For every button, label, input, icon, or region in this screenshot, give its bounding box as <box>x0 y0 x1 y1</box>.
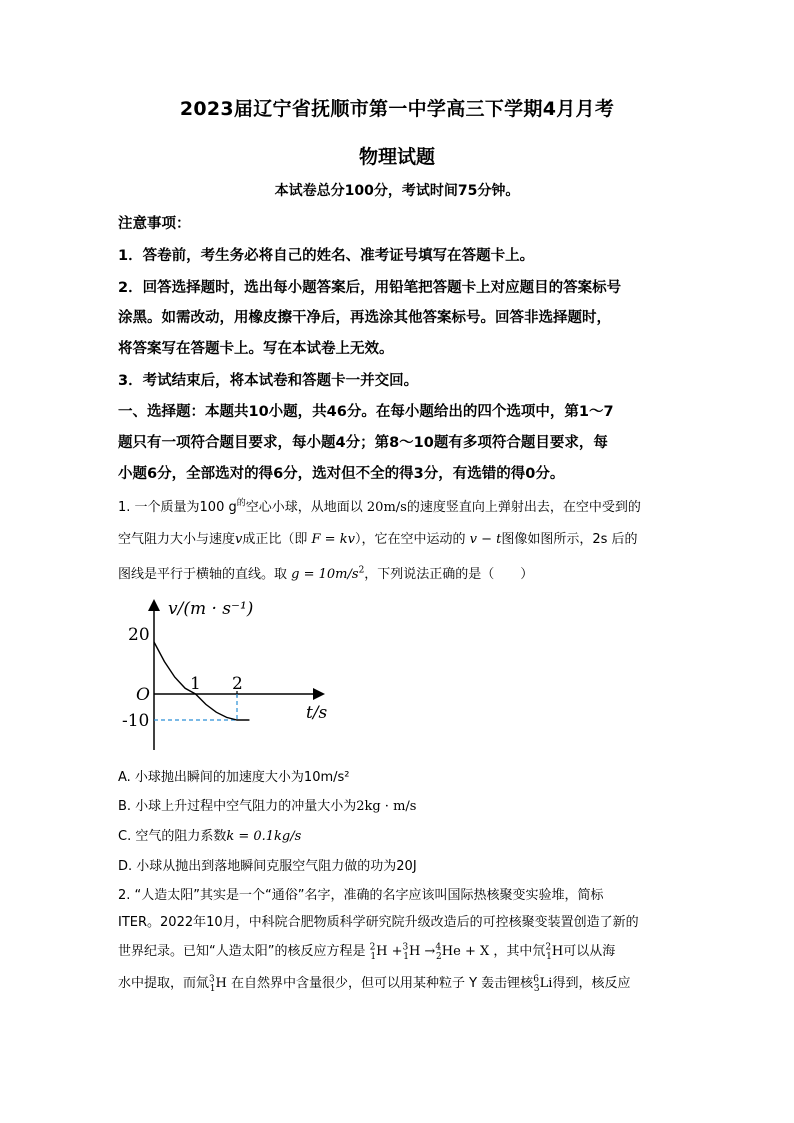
q2-line-1: 2. “人造太阳”其实是一个“通俗”名字，准确的名字应该叫国际热核聚变实验堆，简标 <box>118 888 604 903</box>
section1-line-1: 一、选择题：本题共10小题，共46分。在每小题给出的四个选项中，第1～7 <box>118 404 614 420</box>
notes-item-1: 1．答卷前，考生务必将自己的姓名、准考证号填写在答题卡上。 <box>118 248 535 264</box>
fusion-equation: $^2_1$H +$^3_1$H →$^4_2$He + X <box>369 942 490 962</box>
section1-line-2: 题只有一项符合题目要求，每小题4分；第8～10题有多项符合题目要求，每 <box>118 435 608 451</box>
origin-label: O <box>136 685 150 705</box>
section1-line-3: 小题6分，全部选对的得6分，选对但不全的得3分，有选错的得0分。 <box>118 466 565 482</box>
notes-item-2-line-2: 涂黑。如需改动，用橡皮擦干净后，再选涂其他答案标号。回答非选择题时， <box>118 310 611 326</box>
y-tick-label-neg10: -10 <box>122 711 150 731</box>
q1-option-a: A. 小球抛出瞬间的加速度大小为10m/s² <box>118 770 350 785</box>
exam-title: 2023届辽宁省抚顺市第一中学高三下学期4月月考 <box>179 98 615 120</box>
notes-item-2-line-3: 将答案写在答题卡上。写在本试卷上无效。 <box>118 341 394 357</box>
x-tick-label-1: 1 <box>190 674 201 694</box>
q1-line-2: 空气阻力大小与速度v成正比（即 F = kv），它在空中运动的 v − t图像如图所示，2s 后的 <box>118 532 638 547</box>
q1-line-3: 图线是平行于横轴的直线。取 $g = 10m/s^2$，下列说法正确的是（ ） <box>118 565 534 582</box>
y-tick-label-20: 20 <box>128 625 150 645</box>
notes-heading: 注意事项： <box>118 216 191 232</box>
exam-info: 本试卷总分100分，考试时间75分钟。 <box>274 183 520 199</box>
notes-item-3: 3．考试结束后，将本试卷和答题卡一并交回。 <box>118 373 419 389</box>
velocity-time-chart <box>110 590 350 760</box>
q1-option-b: B. 小球上升过程中空气阻力的冲量大小为2kg · m/s <box>118 799 417 814</box>
q1-line-1: 1. 一个质量为100 $g^的$空心小球，从地面以 20m/s的速度竖直向上弹射出去，在空中受到的 <box>118 498 641 515</box>
q2-line-4: 水中提取，而氚$^3_1$H 在自然界中含量很少，但可以用某种粒子 Y 轰击锂核$^6_3$Li得到，核反应 <box>118 974 631 994</box>
exam-subject: 物理试题 <box>358 146 435 168</box>
y-axis-label: v/(m · s⁻¹) <box>168 599 254 619</box>
q2-line-2: ITER。2022年10月，中科院合肥物质科学研究院升级改造后的可控核聚变装置创造了新的 <box>118 915 639 930</box>
x-axis-label: t/s <box>306 703 328 723</box>
q2-line-3: 世界纪录。已知“人造太阳”的核反应方程是 $^2_1$H +$^3_1$H →$^4_2$He + X ，其中氘$^2_1$H可以从海 <box>118 942 616 962</box>
q1-option-d: D. 小球从抛出到落地瞬间克服空气阻力做的功为20J <box>118 859 417 874</box>
q1-option-c: C. 空气的阻力系数k = 0.1kg/s <box>118 829 302 844</box>
notes-item-2-line-1: 2．回答选择题时，选出每小题答案后，用铅笔把答题卡上对应题目的答案标号 <box>118 280 622 296</box>
x-tick-label-2: 2 <box>232 674 243 694</box>
